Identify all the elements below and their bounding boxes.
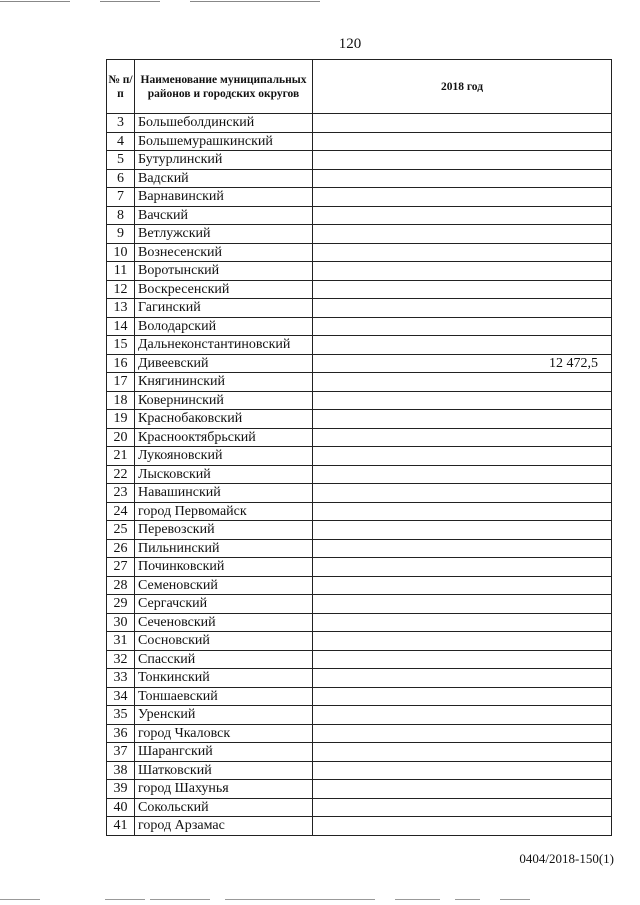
year-2018-value xyxy=(313,539,612,558)
municipality-name: город Первомайск xyxy=(135,502,313,521)
year-2018-value xyxy=(313,317,612,336)
table-row xyxy=(107,798,612,817)
table-row xyxy=(107,206,612,225)
year-2018-value xyxy=(313,650,612,669)
row-number: 30 xyxy=(107,613,135,632)
municipality-name: Большемурашкинский xyxy=(135,132,313,151)
table-row xyxy=(107,595,612,614)
table-row xyxy=(107,151,612,170)
table-row xyxy=(107,502,612,521)
year-2018-value xyxy=(313,169,612,188)
municipality-name: Краснооктябрьский xyxy=(135,428,313,447)
row-number: 18 xyxy=(107,391,135,410)
row-number: 26 xyxy=(107,539,135,558)
year-2018-value xyxy=(313,761,612,780)
year-2018-value xyxy=(313,336,612,355)
row-number: 31 xyxy=(107,632,135,651)
municipality-name: Гагинский xyxy=(135,299,313,318)
table-row xyxy=(107,724,612,743)
year-2018-value xyxy=(313,780,612,799)
year-2018-value xyxy=(313,428,612,447)
table-row xyxy=(107,299,612,318)
year-2018-value xyxy=(313,373,612,392)
municipality-name: Бутурлинский xyxy=(135,151,313,170)
table-row xyxy=(107,465,612,484)
municipality-name: Починковский xyxy=(135,558,313,577)
row-number: 10 xyxy=(107,243,135,262)
document-code: 0404/2018-150(1) xyxy=(519,851,614,866)
row-number: 27 xyxy=(107,558,135,577)
table-row xyxy=(107,706,612,725)
table-row xyxy=(107,373,612,392)
row-number: 28 xyxy=(107,576,135,595)
row-number: 35 xyxy=(107,706,135,725)
year-2018-value xyxy=(313,632,612,651)
row-number: 12 xyxy=(107,280,135,299)
year-2018-value xyxy=(313,817,612,836)
row-number: 41 xyxy=(107,817,135,836)
header-year: 2018 год xyxy=(313,60,612,114)
table-row xyxy=(107,114,612,133)
row-number: 15 xyxy=(107,336,135,355)
table-row xyxy=(107,243,612,262)
row-number: 17 xyxy=(107,373,135,392)
row-number: 13 xyxy=(107,299,135,318)
municipality-name: Тоншаевский xyxy=(135,687,313,706)
year-2018-value xyxy=(313,262,612,281)
table-row xyxy=(107,558,612,577)
row-number: 19 xyxy=(107,410,135,429)
municipality-name: Воскресенский xyxy=(135,280,313,299)
data-table xyxy=(106,59,612,836)
table-row xyxy=(107,262,612,281)
year-2018-value xyxy=(313,114,612,133)
row-number: 8 xyxy=(107,206,135,225)
table-row xyxy=(107,521,612,540)
row-number: 33 xyxy=(107,669,135,688)
row-number: 6 xyxy=(107,169,135,188)
municipality-name: Пильнинский xyxy=(135,539,313,558)
municipality-name: Уренский xyxy=(135,706,313,725)
municipality-name: Семеновский xyxy=(135,576,313,595)
table-row xyxy=(107,447,612,466)
municipality-name: Вознесенский xyxy=(135,243,313,262)
table-row xyxy=(107,817,612,836)
row-number: 7 xyxy=(107,188,135,207)
municipality-name: город Шахунья xyxy=(135,780,313,799)
row-number: 37 xyxy=(107,743,135,762)
municipality-name: Ковернинский xyxy=(135,391,313,410)
municipality-name: Ветлужский xyxy=(135,225,313,244)
municipality-name: Вадский xyxy=(135,169,313,188)
table-row xyxy=(107,761,612,780)
table-row xyxy=(107,391,612,410)
year-2018-value xyxy=(313,151,612,170)
table-row xyxy=(107,484,612,503)
year-2018-value xyxy=(313,243,612,262)
table-row xyxy=(107,650,612,669)
year-2018-value xyxy=(313,391,612,410)
table-row xyxy=(107,428,612,447)
table-header-row xyxy=(107,60,612,114)
table-row xyxy=(107,669,612,688)
table-row xyxy=(107,317,612,336)
table-row xyxy=(107,743,612,762)
table-body xyxy=(107,114,612,836)
year-2018-value xyxy=(313,595,612,614)
municipality-name: Варнавинский xyxy=(135,188,313,207)
municipality-name: Володарский xyxy=(135,317,313,336)
row-number: 14 xyxy=(107,317,135,336)
header-name: Наименование муниципальных районов и городских округов xyxy=(135,60,313,114)
municipality-name: Перевозский xyxy=(135,521,313,540)
table-row xyxy=(107,354,612,373)
scan-bottom-edge xyxy=(0,898,640,902)
municipality-name: Краснобаковский xyxy=(135,410,313,429)
year-2018-value xyxy=(313,465,612,484)
municipality-name: Шатковский xyxy=(135,761,313,780)
row-number: 5 xyxy=(107,151,135,170)
row-number: 29 xyxy=(107,595,135,614)
table-row xyxy=(107,613,612,632)
table-row xyxy=(107,225,612,244)
year-2018-value xyxy=(313,706,612,725)
year-2018-value: 12 472,5 xyxy=(313,354,612,373)
row-number: 3 xyxy=(107,114,135,133)
table-row xyxy=(107,539,612,558)
row-number: 39 xyxy=(107,780,135,799)
year-2018-value xyxy=(313,484,612,503)
municipality-name: Сеченовский xyxy=(135,613,313,632)
municipality-name: Сосновский xyxy=(135,632,313,651)
year-2018-value xyxy=(313,280,612,299)
municipality-name: Шарангский xyxy=(135,743,313,762)
row-number: 20 xyxy=(107,428,135,447)
year-2018-value xyxy=(313,798,612,817)
table-row xyxy=(107,410,612,429)
row-number: 16 xyxy=(107,354,135,373)
year-2018-value xyxy=(313,576,612,595)
municipality-name: Княгининский xyxy=(135,373,313,392)
year-2018-value xyxy=(313,447,612,466)
municipality-name: Дивеевский xyxy=(135,354,313,373)
year-2018-value xyxy=(313,225,612,244)
table-row xyxy=(107,188,612,207)
municipality-name: Дальнеконстантиновский xyxy=(135,336,313,355)
table-row xyxy=(107,280,612,299)
row-number: 36 xyxy=(107,724,135,743)
year-2018-value xyxy=(313,132,612,151)
year-2018-value xyxy=(313,558,612,577)
header-number: № п/п xyxy=(107,60,135,114)
row-number: 25 xyxy=(107,521,135,540)
row-number: 40 xyxy=(107,798,135,817)
table-row xyxy=(107,632,612,651)
municipality-name: Воротынский xyxy=(135,262,313,281)
table-row xyxy=(107,687,612,706)
municipality-name: Сергачский xyxy=(135,595,313,614)
municipality-name: Большеболдинский xyxy=(135,114,313,133)
year-2018-value xyxy=(313,613,612,632)
municipality-name: город Чкаловск xyxy=(135,724,313,743)
year-2018-value xyxy=(313,669,612,688)
municipality-name: Сокольский xyxy=(135,798,313,817)
table-row xyxy=(107,576,612,595)
table-row xyxy=(107,336,612,355)
table-row xyxy=(107,169,612,188)
table-row xyxy=(107,780,612,799)
year-2018-value xyxy=(313,410,612,429)
municipality-name: Навашинский xyxy=(135,484,313,503)
municipality-name: Спасский xyxy=(135,650,313,669)
row-number: 38 xyxy=(107,761,135,780)
municipality-name: Лысковский xyxy=(135,465,313,484)
row-number: 22 xyxy=(107,465,135,484)
row-number: 9 xyxy=(107,225,135,244)
municipality-name: Тонкинский xyxy=(135,669,313,688)
table-row xyxy=(107,132,612,151)
year-2018-value xyxy=(313,687,612,706)
page-number: 120 xyxy=(338,36,362,52)
row-number: 34 xyxy=(107,687,135,706)
municipality-name: Лукояновский xyxy=(135,447,313,466)
year-2018-value xyxy=(313,521,612,540)
scan-top-edge xyxy=(0,0,640,4)
year-2018-value xyxy=(313,502,612,521)
row-number: 23 xyxy=(107,484,135,503)
year-2018-value xyxy=(313,743,612,762)
municipality-name: Вачский xyxy=(135,206,313,225)
year-2018-value xyxy=(313,206,612,225)
year-2018-value xyxy=(313,188,612,207)
municipality-name: город Арзамас xyxy=(135,817,313,836)
row-number: 4 xyxy=(107,132,135,151)
row-number: 21 xyxy=(107,447,135,466)
row-number: 32 xyxy=(107,650,135,669)
year-2018-value xyxy=(313,724,612,743)
row-number: 11 xyxy=(107,262,135,281)
row-number: 24 xyxy=(107,502,135,521)
year-2018-value xyxy=(313,299,612,318)
